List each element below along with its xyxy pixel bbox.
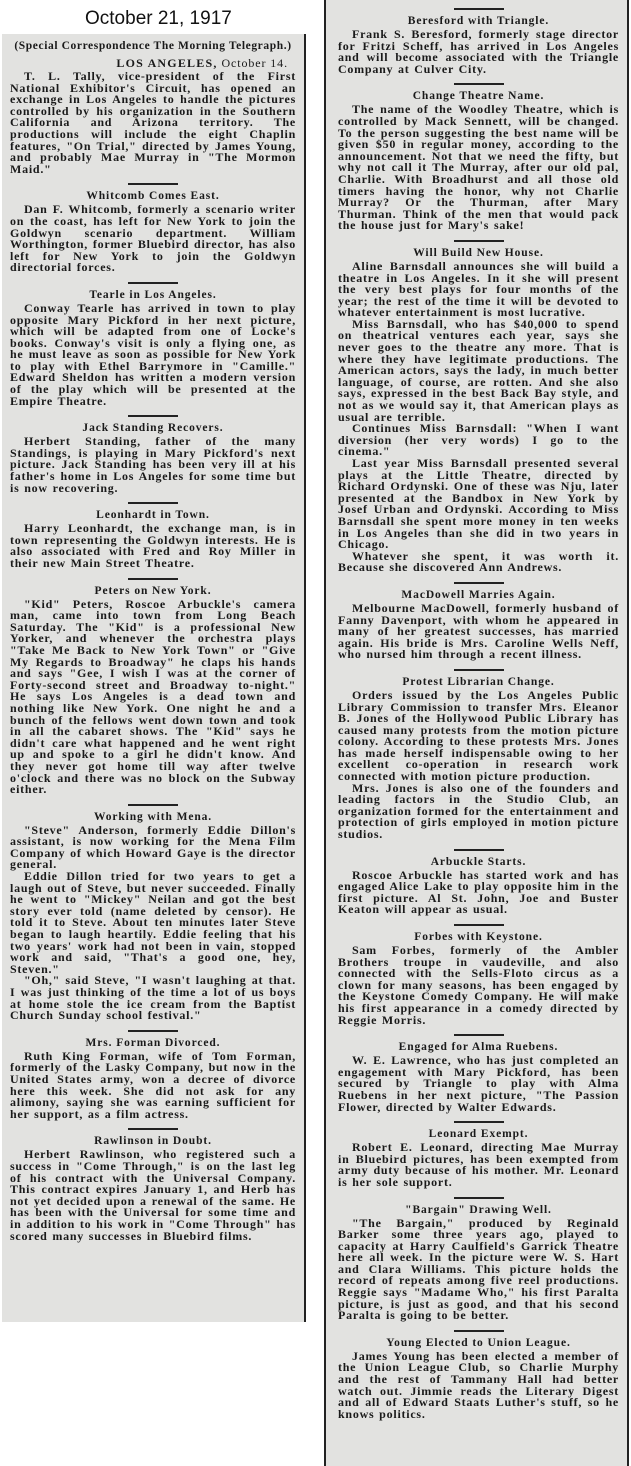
article-divider — [128, 1030, 178, 1032]
article-paragraph: Mrs. Jones is also one of the founders and leading factors in the Studio Club, an organization formed for the entertainment and protection of girls employed in motion picture studios. — [338, 780, 619, 842]
article-paragraph: "The Bargain," produced by Reginald Barker some three years ago, played to capacity at Harry Caulfield's Garrick Theatre here all week. In the picture were W. S. Hart and Clara Williams. This picture holds the record of repeats among five reel productions. Reggie says "Madame Who," his first Paralta picture, is just as good, and that his second Paralta is going to be better. — [338, 1215, 619, 1323]
article-headline: Will Build New House. — [413, 246, 544, 259]
article-paragraph: "Kid" Peters, Roscoe Arbuckle's camera man, came into town from Long Beach Saturday. The "Kid" is a professional New Yorker, and whenever the orchestra plays "Take Me Back to New York Town" or "Give My Regards to Broadway" he claps his hands and says "Gee, I wish I was at the corner of Forty-second street and Broadway to-night." He says Los Angeles is a dead town and nothing like New York. One night he and a bunch of the fellows went down town and took in all the cabaret shows. The "Kid" says he didn't care what happened and he went right up and spoke to a girl he didn't know. And they never got home till way after twelve o'clock and there was no block on the Subway either. — [10, 596, 296, 797]
article-paragraph: Herbert Standing, father of the many Standings, is playing in Mary Pickford's next picture. Jack Standing has been very ill at his father's home in Los Angeles for some time but is now recovering. — [10, 434, 296, 495]
article — [338, 582, 619, 661]
article-headline: Peters on New York. — [94, 584, 212, 597]
left-column-clipping — [2, 34, 306, 1322]
article — [338, 669, 619, 841]
article-divider — [128, 578, 178, 580]
article-headline: Young Elected to Union League. — [386, 1336, 571, 1349]
clipping-date: October 21, 1917 — [85, 8, 232, 29]
article — [338, 924, 619, 1026]
article — [338, 1330, 619, 1421]
article-paragraph: Aline Barnsdall announces she will build a theatre in Los Angeles. In it she will present the very best plays for four months of the year; the rest of the time it will be devoted to whatever entertainment is most lucrative. — [338, 258, 619, 320]
article-headline: MacDowell Marries Again. — [401, 588, 556, 601]
article-paragraph: "Oh," said Steve, "I wasn't laughing at that. I was just thinking of the time a lot of us boys at home stole the ice cream from the Baptist Church Sunday school festival." — [10, 973, 296, 1023]
article-paragraph: Harry Leonhardt, the exchange man, is in town representing the Goldwyn interests. He is also associated with Fred and Roy Miller in their new Main Street Theatre. — [10, 521, 296, 570]
article-headline: Forbes with Keystone. — [414, 931, 543, 943]
article-headline: Engaged for Alma Ruebens. — [398, 1041, 559, 1054]
right-articles — [338, 8, 619, 1420]
article-divider — [454, 849, 504, 851]
intro-paragraph: T. L. Tally, vice-president of the First National Exhibitor's Circuit, has opened an exchange in Los Angeles to handle the pictures controlled by his organization in the Southern California and Arizona territory. The productions will include the eight Chaplin features, "On Trial," directed by James Young, and probably Mae Murray in "The Mormon Maid." — [10, 69, 296, 176]
article-divider — [454, 83, 504, 85]
article-paragraph: James Young has been elected a member of the Union League Club, so Charlie Murphy and the rest of Tammany Hall had better watch out. Jimmie reads the Literary Digest and all of Edward Staats Luther's stuff, so he knows politics. — [338, 1348, 619, 1421]
article-divider — [128, 1128, 178, 1130]
article — [10, 415, 296, 494]
article-headline: Protest Librarian Change. — [402, 675, 555, 688]
article — [10, 282, 296, 407]
article — [10, 804, 296, 1022]
article-paragraph: "Steve" Anderson, formerly Eddie Dillon's assistant, is now working for the Mena Film Company of which Howard Gaye is the director general. — [10, 822, 296, 872]
article-paragraph: Last year Miss Barnsdall presented several plays at the Little Theatre, directed by Richard Ordynski. One of these was Nju, later presented at the Bandbox in New York by Josef Urban and Ordynski. According to Miss Barnsdall she spent more money in ten weeks in Los Angeles than she did in two years in Chicago. — [338, 456, 619, 552]
article — [338, 83, 619, 232]
article-divider — [454, 1121, 504, 1123]
article-divider — [454, 8, 504, 10]
article — [10, 502, 296, 569]
article-headline: Leonard Exempt. — [428, 1128, 529, 1141]
article-divider — [128, 183, 178, 185]
article-headline: Beresford with Triangle. — [407, 15, 550, 27]
article-divider — [454, 240, 504, 242]
article-paragraph: W. E. Lawrence, who has just completed an engagement with Mary Pickford, has been secured by Triangle to play with Alma Ruebens in her next picture, "The Passion Flower, directed by Walter Edwards. — [338, 1053, 619, 1114]
article-headline: Working with Mena. — [93, 810, 213, 823]
article-paragraph: Frank S. Beresford, formerly stage director for Fritzi Scheff, has arrived in Los Angeles and will become associated with the Triangle Company at Culver City. — [338, 27, 619, 76]
article — [10, 1030, 296, 1121]
article — [10, 183, 296, 274]
article — [338, 8, 619, 75]
article — [10, 578, 296, 796]
dateline-date: October 14. — [221, 56, 288, 70]
article-divider — [454, 1330, 504, 1332]
article — [338, 849, 619, 916]
right-column-clipping — [324, 0, 629, 1466]
article-paragraph: Eddie Dillon tried for two years to get a laugh out of Steve, but never succeeded. Finally he went to "Mickey" Neilan and got the best story ever told (name deleted by censor). He told it to Steve. About ten minutes later Steve began to laugh heartily. Eddie feeling that his two years' work had not been in vain, stopped work and said, "That's a good one, hey, Steven." — [10, 869, 296, 976]
article-headline: Rawlinson in Doubt. — [94, 1135, 212, 1148]
correspondence-credit: (Special Correspondence The Morning Telegraph.) — [14, 40, 292, 52]
article-divider — [454, 669, 504, 671]
article-paragraph: Whatever she spent, it was worth it. Because she discovered Ann Andrews. — [338, 548, 619, 575]
article-headline: Jack Standing Recovers. — [82, 422, 224, 435]
article-paragraph: Roscoe Arbuckle has started work and has engaged Alice Lake to play opposite him in the first picture. Al St. John, Joe and Buster Keaton will appear as usual. — [338, 867, 619, 917]
article-headline: Tearle in Los Angeles. — [89, 288, 217, 301]
article-paragraph: Continues Miss Barnsdall: "When I want diversion (her very words) I go to the cinema." — [338, 421, 619, 459]
article — [338, 1034, 619, 1113]
article-paragraph: Conway Tearle has arrived in town to play opposite Mary Pickford in her next picture, which will be adapted from one of Locke's books. Conway's visit is only a flying one, as he must leave as soon as possible for New York to play with Ethel Barrymore in "Camille." Edward Sheldon has written a modern version of the play which will be presented at the Empire Theatre. — [10, 300, 296, 408]
article-paragraph: Dan F. Whitcomb, formerly a scenario writer on the coast, has left for New York to join the Goldwyn scenario department. William Worthington, former Bluebird director, has also left for New York to join the Goldwyn directorial forces. — [10, 202, 296, 275]
article-divider — [128, 502, 178, 504]
article-headline: Mrs. Forman Divorced. — [85, 1036, 221, 1049]
article-divider — [454, 1034, 504, 1036]
article — [338, 1121, 619, 1188]
article-paragraph: Sam Forbes, formerly of the Ambler Brothers troupe in vaudeville, and also connected with the Sells-Floto circus as a clown for many seasons, has been engaged by the Keystone Comedy Company. He will make his first appearance in a comedy directed by Reggie Morris. — [338, 943, 619, 1027]
article-divider — [454, 924, 504, 926]
article-headline: Arbuckle Starts. — [430, 855, 527, 868]
article — [338, 1197, 619, 1322]
article-paragraph: The name of the Woodley Theatre, which is controlled by Mack Sennett, will be changed. To the person suggesting the best name will be given $50 in regular money, according to the announcement. Not that we need the fifty, but why not call it The Murray, after our old pal, Charlie. With Broadhurst and all those old timers having the honor, why not Charlie Murray? Or the Thurman, after Mary Thurman. Think of the men that would pack the house just for Mary's sake! — [338, 102, 619, 233]
article-paragraph: Miss Barnsdall, who has $40,000 to spend on theatrical ventures each year, says she never goes to the theatre any more. That is where they have legitimate productions. The American actors, says the lady, in much better language, of course, are rotten. And she also says, expressed in the best Back Bay style, and not as we would say it, that American plays as usual are terrible. — [338, 316, 619, 424]
article-headline: "Bargain" Drawing Well. — [405, 1203, 552, 1216]
article-divider — [128, 282, 178, 284]
article-divider — [454, 1197, 504, 1199]
article-headline: Whitcomb Comes East. — [86, 190, 220, 203]
article-headline: Leonhardt in Town. — [96, 509, 210, 522]
article-divider — [128, 415, 178, 417]
article-divider — [454, 582, 504, 584]
article-paragraph: Robert E. Leonard, directing Mae Murray in Bluebird pictures, has been exempted from army duty because of his mother. Mr. Leonard is her sole support. — [338, 1140, 619, 1189]
dateline-city: LOS ANGELES, — [116, 56, 218, 70]
article-paragraph: Orders issued by the Los Angeles Public Library Commission to transfer Mrs. Eleanor B. Jones of the Hollywood Public Library has caused many protests from the motion picture colony. According to these protests Mrs. Jones has made herself indispensable owing to her excellent co-operation in research work connected with motion picture production. — [338, 687, 619, 784]
article — [338, 240, 619, 574]
article-headline: Change Theatre Name. — [412, 90, 545, 103]
article-paragraph: Herbert Rawlinson, who registered such a success in "Come Through," is on the last leg of his contract with the Universal Company. This contract expires January 1, and Herb has not yet decided upon a renewal of the same. He has been with the Universal for some time and in addition to his work in "Come Through" has scored many successes in Bluebird films. — [10, 1147, 296, 1243]
article — [10, 1128, 296, 1242]
article-paragraph: Ruth King Forman, wife of Tom Forman, formerly of the Lasky Company, but now in the United States army, won a decree of divorce here this week. She did not ask for any alimony, saying she was earning sufficient for her support, as a film actress. — [10, 1048, 296, 1121]
article-divider — [128, 804, 178, 806]
article-paragraph: Melbourne MacDowell, formerly husband of Fanny Davenport, with whom he appeared in many of her greatest successes, has married again. His bride is Mrs. Caroline Wells Neff, who nursed him through a recent illness. — [338, 600, 619, 662]
left-articles — [10, 183, 296, 1242]
